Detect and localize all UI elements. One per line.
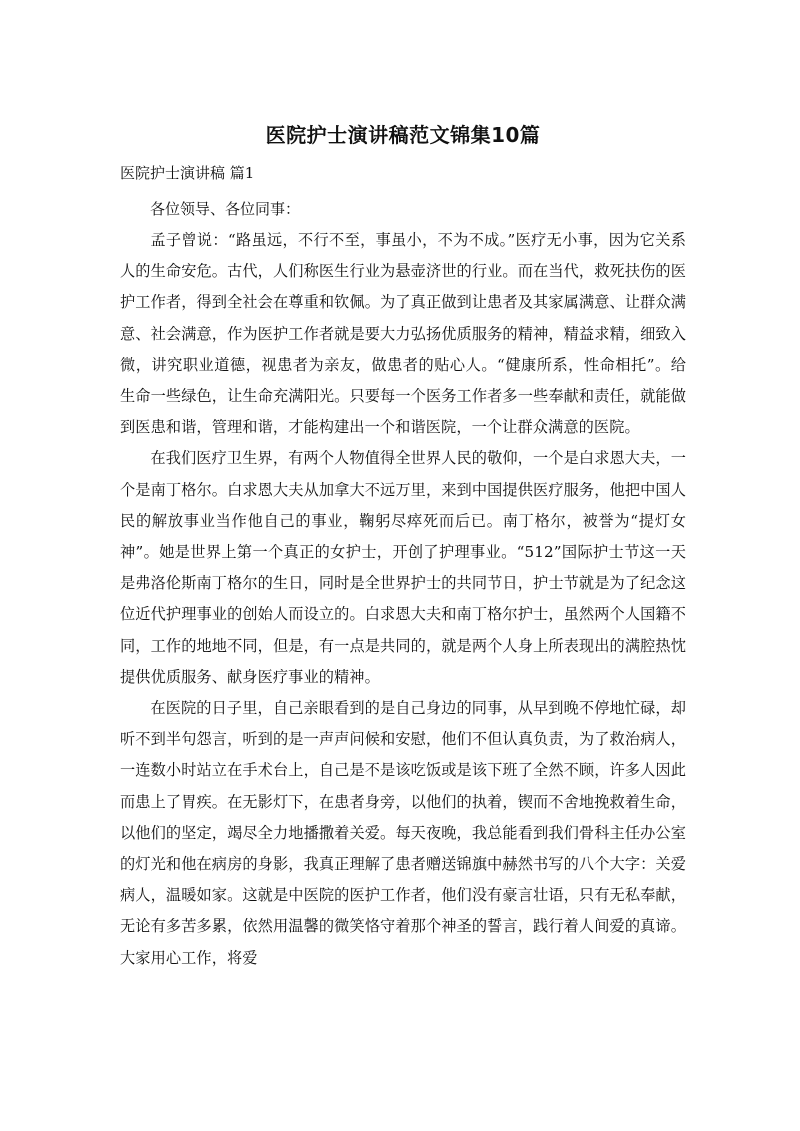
document-title: 医院护士演讲稿范文锦集10篇 xyxy=(265,123,541,147)
section-heading: 医院护士演讲稿 篇1 xyxy=(120,164,255,182)
body-paragraph: 孟子曾说：“路虽远，不行不至，事虽小，不为不成。”医疗无小事，因为它关系人的生命安危。古代，人们称医生行业为悬壶济世的行业。而在当代，救死扶伤的医护工作者，得到全社会在尊重和钦佩。为了真正做到让患者及其家属满意、让群众满意、社会满意，作为医护工作者就是要大力弘扬优质服务的精神，精益求精，细致入微，讲究职业道德，视患者为亲友，做患者的贴心人。“健康所系，性命相托”。给生命一些绿色，让生命充满阳光。只要每一个医务工作者多一些奉献和责任，就能做到医患和谐，管理和谐，才能构建出一个和谐医院，一个让群众满意的医院。 xyxy=(120,231,686,437)
greeting-line: 各位领导、各位同事： xyxy=(150,200,301,218)
body-paragraph: 在医院的日子里，自己亲眼看到的是自己身边的同事，从早到晚不停地忙碌，却听不到半句怨言，听到的是一声声问候和安慰，他们不但认真负责，为了救治病人，一连数小时站立在手术台上，自己是不是该吃饭或是该下班了全然不顾，许多人因此而患上了胃疾。在无影灯下，在患者身旁，以他们的执着，锲而不舍地挽救着生命，以他们的坚定，竭尽全力地播撒着关爱。每天夜晚，我总能看到我们骨科主任办公室的灯光和他在病房的身影，我真正理解了患者赠送锦旗中赫然书写的八个大字：关爱病人，温暖如家。这就是中医院的医护工作者，他们没有豪言壮语，只有无私奉献，无论有多苦多累，依然用温馨的微笑恪守着那个神圣的誓言，践行着人间爱的真谛。大家用心工作，将爱 xyxy=(120,699,686,967)
document-page xyxy=(120,118,686,974)
body-paragraph: 在我们医疗卫生界，有两个人物值得全世界人民的敬仰，一个是白求恩大夫，一个是南丁格尔。白求恩大夫从加拿大不远万里，来到中国提供医疗服务，他把中国人民的解放事业当作他自己的事业，鞠躬尽瘁死而后已。南丁格尔，被誉为“提灯女神”。她是世界上第一个真正的女护士，开创了护理事业。“512”国际护士节这一天是弗洛伦斯南丁格尔的生日，同时是全世界护士的共同节日，护士节就是为了纪念这位近代护理事业的创始人而设立的。白求恩大夫和南丁格尔护士，虽然两个人国籍不同，工作的地地不同，但是，有一点是共同的，就是两个人身上所表现出的满腔热忱提供优质服务、献身医疗事业的精神。 xyxy=(120,449,686,686)
